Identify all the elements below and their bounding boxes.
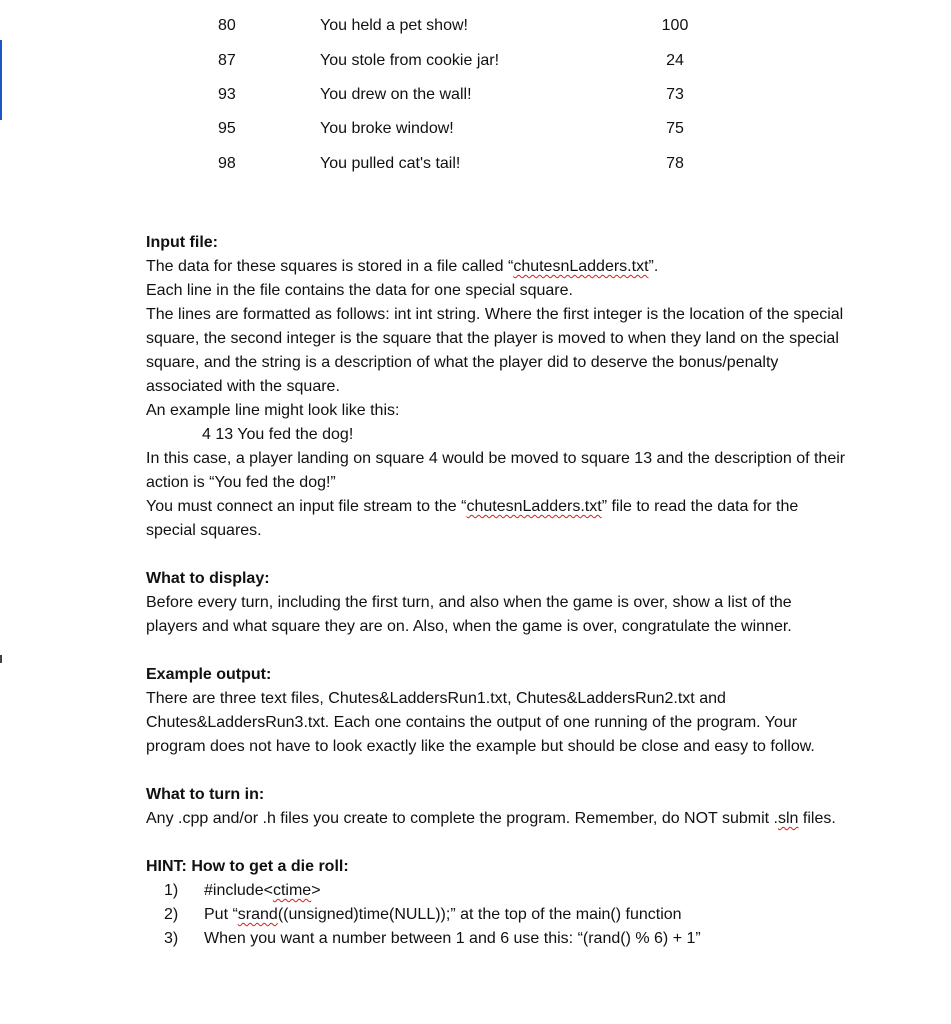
text-run: Any .cpp and/or .h files you create to complete the program. Remember, do NOT submit . (146, 810, 778, 827)
input-file-paragraph: An example line might look like this: (146, 402, 400, 419)
hint-list (146, 879, 846, 951)
square-to: 75 (666, 120, 684, 137)
list-number: 1) (164, 882, 179, 899)
square-to: 73 (666, 86, 684, 103)
input-file-paragraph (146, 495, 846, 543)
square-description: You held a pet show! (320, 17, 468, 34)
list-item (146, 879, 846, 903)
filename-link: chutesnLadders.txt (466, 498, 602, 515)
input-file-paragraph: In this case, a player landing on square 4 would be moved to square 13 and the description of their action is “You fed the dog!” (146, 450, 846, 491)
text-run: #include< (204, 882, 273, 899)
example-output-heading: Example output: (146, 666, 272, 683)
list-number: 2) (164, 906, 179, 923)
filename-link: chutesnLadders.txt (513, 258, 649, 275)
square-to: 24 (666, 52, 684, 69)
spellcheck-word: ctime (272, 882, 312, 899)
text-run: Put “ (204, 906, 238, 923)
list-item (146, 903, 846, 927)
square-from: 87 (218, 52, 236, 69)
square-from: 93 (218, 86, 236, 103)
left-edge-tick (0, 655, 2, 663)
document-body (146, 231, 846, 951)
table-row (0, 51, 951, 85)
display-heading: What to display: (146, 570, 270, 587)
list-number: 3) (164, 930, 179, 947)
table-row (0, 154, 951, 188)
text-run: When you want a number between 1 and 6 use this: “(rand() % 6) + 1” (204, 930, 701, 947)
square-description: You pulled cat's tail! (320, 155, 461, 172)
turn-in-heading: What to turn in: (146, 786, 265, 803)
square-to: 100 (661, 17, 689, 34)
hint-heading: HINT: How to get a die roll: (146, 858, 349, 875)
square-description: You stole from cookie jar! (320, 52, 500, 69)
square-from: 98 (218, 155, 236, 172)
display-paragraph: Before every turn, including the first turn, and also when the game is over, show a list of the players and what square they are on. Also, when the game is over, congratulate the winner. (146, 594, 792, 635)
example-line: 4 13 You fed the dog! (202, 426, 354, 443)
spellcheck-word: srand (237, 906, 278, 923)
text-run: > (311, 882, 321, 899)
text-run: ” file to read the data for the special squares. (146, 498, 799, 539)
square-from: 95 (218, 120, 236, 137)
text-run: files. (798, 810, 836, 827)
input-file-paragraph: The lines are formatted as follows: int int string. Where the first integer is the location of the special square, the second integer is the square that the player is moved to when they land on the special square, and the string is a description of what the player did to deserve the bonus/penalty associated with the square. (146, 306, 844, 395)
text-run: ((unsigned)time(NULL));” at the top of the main() function (277, 906, 682, 923)
table-row (0, 119, 951, 153)
input-file-heading: Input file: (146, 234, 218, 251)
square-description: You drew on the wall! (320, 86, 472, 103)
example-output-paragraph: There are three text files, Chutes&LaddersRun1.txt, Chutes&LaddersRun2.txt and Chutes&LaddersRun3.txt. Each one contains the output of one running of the program. Your program does not have to look exactly like the example but should be close and easy to follow. (146, 690, 815, 755)
spellcheck-word: sln (778, 810, 799, 827)
text-run: You must connect an input file stream to the “ (146, 498, 467, 515)
square-from: 80 (218, 17, 236, 34)
square-to: 78 (666, 155, 684, 172)
input-file-paragraph (146, 255, 846, 279)
text-run: The data for these squares is stored in a file called “ (146, 258, 514, 275)
text-run: ”. (648, 258, 659, 275)
list-item (146, 927, 846, 951)
table-row (0, 85, 951, 119)
input-file-paragraph: Each line in the file contains the data for one special square. (146, 282, 573, 299)
table-row (0, 16, 951, 50)
turn-in-paragraph (146, 807, 846, 831)
square-description: You broke window! (320, 120, 454, 137)
